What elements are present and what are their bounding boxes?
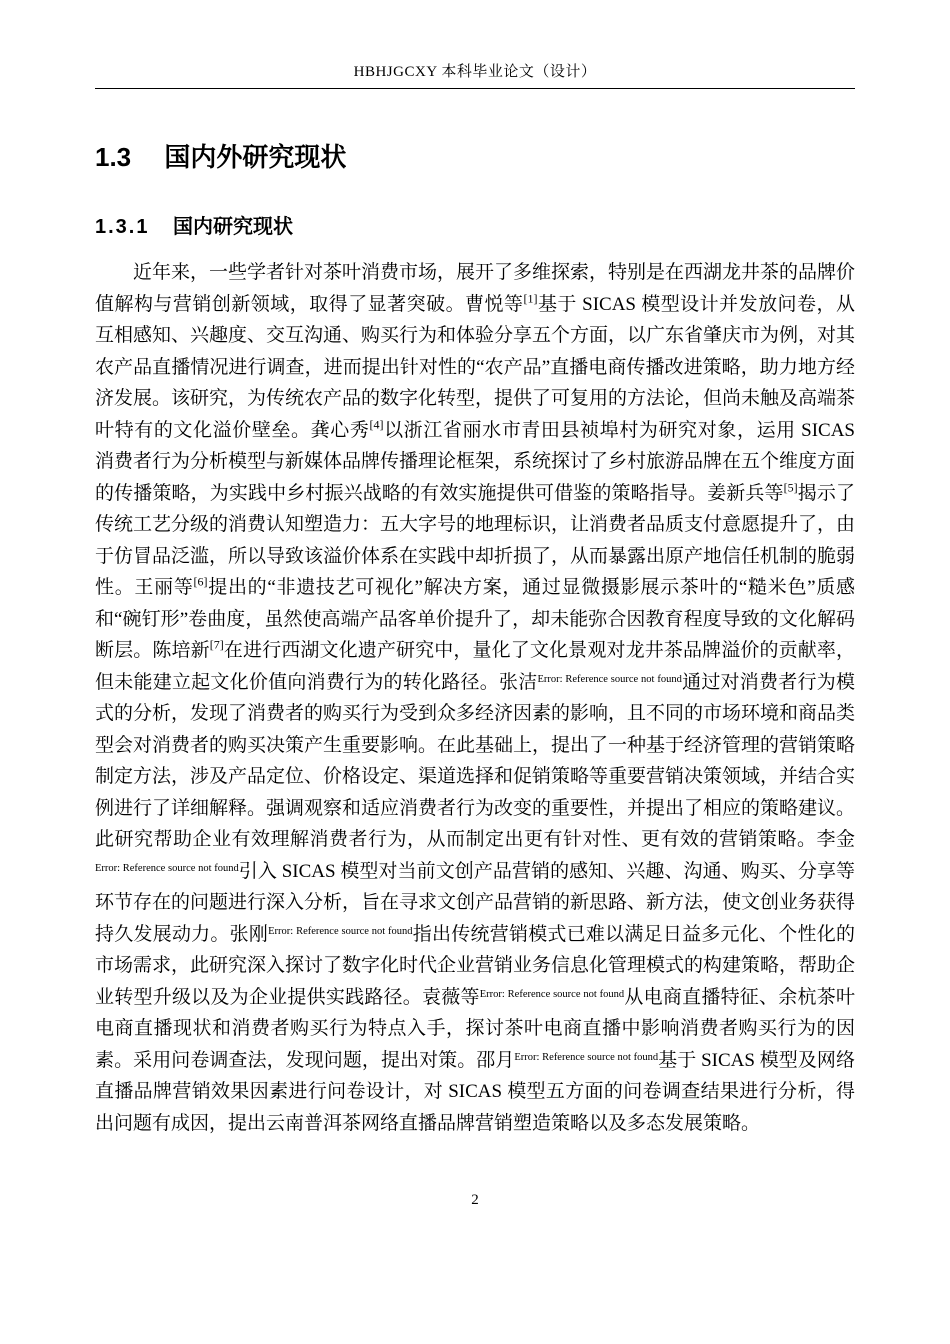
section-heading-number: 1.3 xyxy=(95,142,132,172)
broken-reference-text: Error: Reference source not found xyxy=(537,673,682,685)
paragraph-text: 通过对消费者行为模式的分析，发现了消费者的购买行为受到众多经济因素的影响，且不同的市场环境和商品类型会对消费者的购买决策产生重要影响。在此基础上，提出了一种基于经济管理的营销策略制定方法，涉及产品定位、价格设定、渠道选择和促销策略等重要营销决策领域，并结合实例进行了详细解释。强调观察和适应消费者行为改变的重要性，并提出了相应的策略建议。此研究帮助企业有效理解消费者行为，从而制定出更有针对性、更有效的营销策略。李金 xyxy=(95,671,856,850)
citation-marker: [1] xyxy=(523,291,538,306)
subsection-heading-number: 1.3.1 xyxy=(95,216,150,238)
paragraph-text: 揭示了传统工艺分级的消费认知塑造力：五大字号的地理标识，让消费者品质支付意愿提升了，由于仿冒品泛滥，所以导致该溢价体系在实践中却折损了，从而暴露出原产地信任机制的脆弱性。王丽等 xyxy=(95,482,856,598)
paragraph-text: 从电商直播特征、余杭茶叶电商直播现状和消费者购买行为特点入手，探讨茶叶电商直播中影响消费者购买行为的因素。采用问卷调查法，发现问题，提出对策。邵月 xyxy=(95,986,855,1071)
page-footer xyxy=(0,1192,950,1209)
citation-marker: [7] xyxy=(209,637,224,652)
broken-reference-text: Error: Reference source not found xyxy=(268,925,413,937)
citation-marker: [6] xyxy=(193,574,208,589)
section-heading-text: 国内外研究现状 xyxy=(164,142,347,172)
subsection-heading xyxy=(95,210,855,239)
paragraph-text: 基于 SICAS 模型及网络直播品牌营销效果因素进行问卷设计，对 SICAS 模型五方面的问卷调查结果进行分析，得出问题有成因，提出云南普洱茶网络直播品牌营销塑造策略以及多态发展策略。 xyxy=(95,1049,855,1134)
body-paragraph xyxy=(95,257,855,1139)
citation-marker: [4] xyxy=(369,417,384,432)
citation-marker: [5] xyxy=(783,480,798,495)
paragraph-text: 基于 SICAS 模型设计并发放问卷，从互相感知、兴趣度、交互沟通、购买行为和体验分享五个方面，以广东省肇庆市为例，对其农产品直播情况进行调查，进而提出针对性的“农产品”直播电商传播改进策略，助力地方经济发展。该研究，为传统农产品的数字化转型，提供了可复用的方法论，但尚未触及高端茶叶特有的文化溢价壁垒。龚心秀 xyxy=(95,293,856,441)
header-title: HBHJGCXY 本科毕业论文（设计） xyxy=(353,64,597,80)
page-header xyxy=(95,60,855,89)
paragraph-text: 近年来，一些学者针对茶叶消费市场，展开了多维探索，特别是在西湖龙井茶的品牌价值解构与营销创新领域，取得了显著突破。曹悦等 xyxy=(95,262,856,315)
paragraph-text: 以浙江省丽水市青田县祯埠村为研究对象，运用 SICAS 消费者行为分析模型与新媒体品牌传播理论框架，系统探讨了乡村旅游品牌在五个维度方面的传播策略，为实践中乡村振兴战略的有效实施提供可借鉴的策略指导。姜新兵等 xyxy=(95,419,856,504)
subsection-heading-text: 国内研究现状 xyxy=(173,216,294,238)
paragraph-text: 提出的“非遗技艺可视化”解决方案，通过显微摄影展示茶叶的“糙米色”质感和“碗钉形”卷曲度，虽然使高端产品客单价提升了，却未能弥合因教育程度导致的文化解码断层。陈培新 xyxy=(95,577,855,661)
broken-reference-text: Error: Reference source not found xyxy=(95,862,239,874)
page-number: 2 xyxy=(471,1192,479,1208)
broken-reference-text: Error: Reference source not found xyxy=(514,1051,659,1063)
paragraph-text: 指出传统营销模式已难以满足日益多元化、个性化的市场需求，此研究深入探讨了数字化时代企业营销业务信息化管理模式的构建策略，帮助企业转型升级以及为企业提供实践路径。袁薇等 xyxy=(95,923,856,1008)
paragraph-text: 引入 SICAS 模型对当前文创产品营销的感知、兴趣、沟通、购买、分享等环节存在的问题进行深入分析，旨在寻求文创产品营销的新思路、新方法，使文创业务获得持久发展动力。张刚 xyxy=(95,860,856,945)
section-heading xyxy=(95,137,855,174)
paragraph-text: 在进行西湖文化遗产研究中，量化了文化景观对龙井茶品牌溢价的贡献率，但未能建立起文化价值向消费行为的转化路径。张洁 xyxy=(95,640,855,693)
broken-reference-text: Error: Reference source not found xyxy=(479,988,625,1000)
